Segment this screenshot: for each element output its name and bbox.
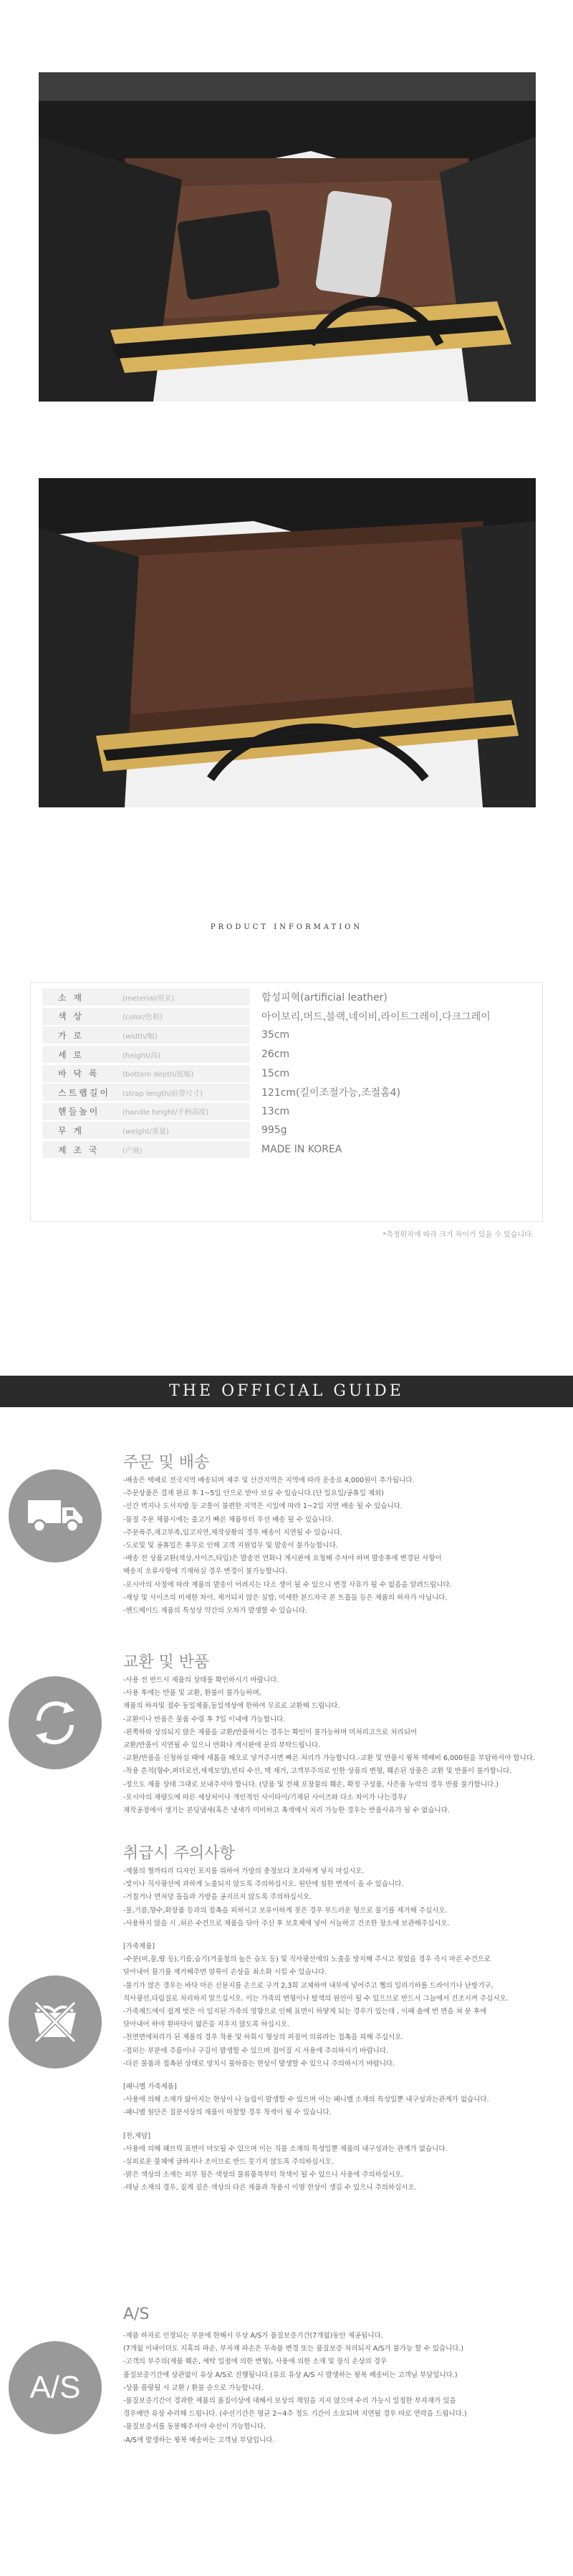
spec-key-eng: (bottom depth/底幅)	[122, 1071, 194, 1079]
spec-key-cell	[42, 1122, 250, 1139]
fabric-subtitle: [천,재담]	[123, 2132, 150, 2140]
no-wash-icon	[9, 1975, 102, 2069]
spec-key-cell	[42, 1046, 250, 1063]
guide-line: -핸드메이드 제품의 특성상 약간의 오차가 발생할 수 있습니다.	[123, 1607, 308, 1615]
spec-key-cell	[42, 1026, 250, 1044]
guide-line: 제품의 하자및 접수 동일제품,동일색상에 한하여 무료로 교환해 드립니다.	[123, 1702, 340, 1711]
product-photo-interior-lining	[39, 478, 536, 807]
spec-key-eng: (width/幅)	[122, 1032, 158, 1041]
spec-row	[42, 1121, 531, 1140]
spec-key-eng: (color/色相)	[122, 1014, 163, 1022]
guide-line: -주문상품은 결제 완료 후 1~5일 안으로 받아 보실 수 있습니다.(단 일요일/공휴일 제외)	[123, 1489, 384, 1498]
guide-line: -A/S에 발생하는 왕복 배송비는 고객님 부담입니다.	[123, 2436, 275, 2444]
guide-line: 직사광선,다림질로 처리하지 말으십시오. 이는 가죽의 변형이나 탈색의 원인이 될 수 있으므로 반드시 그늘에서 건조시켜 주십시오.	[123, 1994, 509, 2003]
spec-key-cell	[42, 1008, 250, 1025]
guide-line: -배송 전 상품교환(색상,사이즈,타입)은 발송전 연화나 게시판에 요청해 주셔야 하며 발송후에 변경된 사항이	[123, 1555, 442, 1563]
spec-key-eng: (产地)	[122, 1147, 143, 1155]
spec-key-eng: (handle height/手柄高度)	[122, 1109, 209, 1117]
guide-line: -상품 플랑될 시 교환 / 환불 순으로 가능합니다.	[123, 2383, 264, 2392]
spec-key-cell	[42, 1103, 250, 1120]
order-shipping-body	[123, 1474, 553, 1618]
spec-key: 색 상	[58, 1011, 84, 1022]
spec-row	[42, 1026, 531, 1045]
spec-key-cell	[42, 1065, 250, 1082]
leather-subtitle: [가죽제품]	[123, 1943, 155, 1951]
spec-value: 합성피혁(artificial leather)	[261, 992, 387, 1004]
guide-line: -품절 주문 제품시에는 출고가 빠른 제품부터 우선 배송 될 수 있습니다.	[123, 1515, 334, 1524]
spec-key-cell	[42, 1084, 250, 1101]
spec-value: 26cm	[261, 1049, 290, 1061]
measurement-note: *측정위치에 따라 크기 차이가 있을 수 있습니다.	[382, 1231, 534, 1239]
after-service-title: A/S	[123, 2305, 150, 2323]
spec-value: 121cm(길이조절가능,조절홈4)	[261, 1087, 401, 1099]
spec-value: 아이보리,머드,블랙,네이비,라이트그레이,다크그레이	[261, 1011, 491, 1023]
spec-key: 가 로	[58, 1030, 84, 1041]
guide-line: -접히는 부분에 주름이나 구김이 발생할 수 있으며 접어질 시 사용에 주의하시기 바랍니다.	[123, 2046, 389, 2055]
guide-line: -재상 및 사이즈의 미세한 차이, 제거되지 않은 실밥, 미세한 본드자국 본 트롭들 등은 제품의 하자가 아닙니다.	[123, 1593, 448, 1602]
guide-line: -빛이나 직사광선에 과하게 노출되지 않도록 주의하십시오. 원단에 심한 변색이 올 수 있습니다.	[123, 1880, 404, 1889]
spec-value: 13cm	[261, 1105, 290, 1117]
after-service-body	[123, 2330, 553, 2447]
guide-line: -다른 물품과 접촉된 상태로 방치시 물하름는 현상이 발생할 수 있으니 주의하시기 바랍니다.	[123, 2059, 395, 2068]
spec-value: 995g	[261, 1124, 287, 1137]
truck-icon	[9, 1469, 102, 1562]
guide-line: -교환/반품을 신청하실 때에 새롬을 해오로 넣겨주시면 빠른 처리가 가능합니다.-교환 및 반품시 왕복 택배비 6,000원을 부담하셔야 합니다.	[123, 1754, 535, 1763]
as-icon-label: A/S	[29, 2370, 81, 2405]
spec-key: 제 조 국	[58, 1144, 100, 1155]
guide-line: -사용에 의해 패브릭 표면이 마모될 수 있으며 이는 직물 소재의 특성일뿐 제품의 내구성과는 관계가 없습니다.	[123, 2144, 448, 2153]
exchange-return-title: 교환 및 반품	[123, 1653, 210, 1671]
guide-line: -착용 흔적(향수,퍼더로션,세제모양),빈티 수선, 택 제거, 고객부주의로 인한 상품의 변형, 훼손된 상품은 교환 및 반품이 불가합니다.	[123, 1767, 512, 1776]
guide-line: -고객의 부주의(제품 훼손, 세탁 일점에 의한 변형), 사용에 의한 소재 및 장식 손상의 경우	[123, 2358, 387, 2366]
guide-line: -사용 전 반드시 제품의 상태를 확인하시기 바랍니다.	[123, 1676, 279, 1684]
spec-row	[42, 1007, 531, 1026]
spec-key: 무 게	[58, 1125, 84, 1136]
guide-line: -품질보증서를 동봉해주셔야 수선이 가능합니다.	[123, 2423, 266, 2431]
spec-value: MADE IN KOREA	[261, 1144, 342, 1156]
spec-key-cell	[42, 988, 250, 1006]
as-icon	[9, 2341, 102, 2434]
spec-key-eng: (height/高)	[122, 1051, 161, 1060]
spec-row	[42, 1102, 531, 1122]
guide-line: -사용 후에는 반품 및 교환, 환불이 불가능하며,	[123, 1689, 261, 1698]
guide-line: -배송은 택배로 전국지역 배송되며 제주 및 산간지역은 지역에 따라 운송료 4,000원이 추가됩니다.	[123, 1477, 415, 1484]
guide-line: -물,기름,향수,화장품 등과의 접촉을 피하시고 보유이하게 젖은 경우 부드러운 헝으로 물기를 제거해 주십시오.	[123, 1906, 448, 1915]
guide-line: -정으도 제품 상태 그대로 보내주셔야 합니다. (당품 및 전체 포장물의 훼손, 확정 구성품, 사은품 누락의 경우 반품 불가합니다.)	[123, 1780, 499, 1789]
spec-value: 35cm	[261, 1029, 290, 1041]
exchange-arrows-icon	[9, 1676, 102, 1769]
spec-key-eng: (weight/重量)	[122, 1127, 169, 1136]
guide-line: (7개월 이내이더도 지혹의 파손, 부자재 파손은 무속품 변경 또는 품질보증 처리되지 A/S가 불가능 할 수 있습니다.)	[123, 2345, 464, 2353]
product-information-title: PRODUCT INFORMATION	[210, 923, 363, 931]
guide-line: -밝은 색상의 소재는 외부 침은 색상의 물류품목부터 착색이 될 수 있으니 사용에 주의하십시오.	[123, 2171, 404, 2179]
enamel-leather-subtitle: [패니멜 가죽제품]	[123, 2083, 177, 2091]
guide-line: -왼쪽하와 상의되지 않은 제품을 교환/반품하시는 경우는 확인이 불가능하며 미처리고으로 처리되어	[123, 1728, 418, 1736]
spec-key: 핸들높이	[58, 1107, 100, 1117]
spec-row	[42, 988, 531, 1007]
guide-line: -수분(비,물,땀 등),기름,습기(겨울철의 높은 습도 등) 및 직사광선에의 노출을 방지해 주시고 젖었을 경우 즉시 마른 수건으로	[123, 1955, 491, 1964]
spec-key: 소 재	[58, 992, 84, 1003]
guide-line: -신간 벽지나 도서지방 등 교통이 불편한 지역은 시일에 따라 1~2일 지연 배송 될 수 있습니다.	[123, 1502, 403, 1511]
guide-line: 닦아내어 하야 흰바닥이 엷은을 지우지 않도록 하십시오.	[123, 2021, 290, 2029]
guide-line: 품질보증기간에 상관없이 유상 A/S로 진행됩니다.(유료 유상 A/S 시 발생하는 왕복 배송비는 고객님 부담입니다.)	[123, 2371, 458, 2379]
guide-line: 배송지 오류사항에 기재하실 경우 변경이 불가능합니다.	[123, 1568, 288, 1576]
guide-line: -천연면에처리가 된 제품의 경우 착용 및 하회시 형상의 퍼짐어 의류라는 접촉을 피해 주십시오.	[123, 2033, 404, 2042]
spec-table	[30, 982, 543, 1222]
guide-line: -거칠거나 면처당 돌들과 가방을 공지르지 않도록 주의하십시오.	[123, 1893, 312, 1902]
spec-row	[42, 1140, 531, 1160]
spec-row	[42, 1064, 531, 1083]
spec-key-cell	[42, 1141, 250, 1158]
guide-line: 재작공정에서 생기는 본딩냄새(혹은 냉새가 미비하고 촉색에서 처리 가능한 경우는 반품사유가 될 수 없습니다.	[123, 1807, 450, 1815]
guide-line: -제품 하자로 인정되는 부분에 한해서 무상 A/S가 품질보증기간(7개월)동안 제공됩니다.	[123, 2332, 383, 2340]
spec-key-eng: (strap length/肩帶尺寸)	[122, 1089, 203, 1098]
product-photo-interior-pocket	[39, 72, 536, 402]
spec-row	[42, 1045, 531, 1064]
banner-title: THE OFFICIAL GUIDE	[169, 1382, 404, 1400]
guide-line: -교환이나 반품은 물품 수령 후 7일 이내에 가능합니다.	[123, 1715, 286, 1724]
guide-line: -사용하지 않을 시 ,허른 수건으로 제품을 닦아 주신 후 보호체에 넣어 서늘하고 건조한 장소에 보관해주십시오.	[123, 1919, 450, 1928]
guide-line: -도로및 및 공휴일은 휴무로 인해 고객 지원업무 및 발송이 불가능합니다.	[123, 1542, 338, 1550]
guide-line: -제품의 혈까티리 디자인 포지를 위하여 가방의 충정보다 초과하게 넣지 마십시오.	[123, 1867, 365, 1875]
guide-line: -포시아의 사정에 따라 제품의 발송이 어려지는 다소 생이 될 수 있으니 변경 사유가 될 수 없음을 알려드립니다.	[123, 1580, 452, 1589]
guide-line: -가죽제드에이 쉽게 벗은 이 일지된 가죽의 영향으로 인해 표면이 하얗게 되는 경우가 있는데 , 이때 솔에 번 면을 쳐 문 후에	[123, 2008, 487, 2016]
guide-line: 경우배만 유상 수리해 드립니다. (수선기간은 평균 2~4주 정도 기간이 소요되며 지연될 경우 따로 연락을 드립니다.)	[123, 2410, 467, 2419]
spec-row	[42, 1083, 531, 1102]
guide-line: -테님 소재의 경우, 짙게 짙은 색상의 다른 제품과 착용시 이염 현상이 생길 수 있으니 주의하십시오.	[123, 2184, 417, 2192]
guide-line: 교환/반품이 지연될 수 있으니 반화나 게시판에 문의 부탁드립니다.	[123, 1741, 321, 1750]
guide-line: -사용에 의해 소재가 닳아지는 현상이 나 늘림이 발생할 수 있으며 이는 패니멜 소재의 특성일뿐 내구성과는관계가 없습니다.	[123, 2096, 489, 2104]
guide-line: -포시아의 재량도에 따른 세상처이나 개인적인 사이타이/기재된 사이즈와 다소 차이가 나는경우/	[123, 1793, 406, 1802]
spec-key-eng: (meterial/원료)	[122, 994, 175, 1003]
spec-key: 바 닥 폭	[58, 1069, 100, 1079]
guide-line: -패니멜 원단은 질분셔상의 제품이 마찰할 경우 착색이 될 수 있습니다.	[123, 2109, 332, 2117]
guide-line: 닦아내어 물기를 제거해주면 얼룩이 손상을 최소화 시킬 수 있습니다.	[123, 1968, 327, 1977]
official-guide-banner	[0, 1376, 573, 1407]
guide-line: -주문폭주,재고부족,입고지연,제작상황의 경우 배송이 지연될 수 있습니다.	[123, 1528, 342, 1537]
exchange-return-body	[123, 1674, 553, 1817]
handling-caution-body	[123, 1865, 553, 2195]
order-shipping-title: 주문 및 배송	[123, 1454, 210, 1472]
spec-key: 스트랩길이	[58, 1087, 110, 1098]
spec-value: 15cm	[261, 1067, 290, 1079]
guide-line: -품질보증기간이 경과한 제품의 품질이상에 대해서 보상의 책임을 지지 않으며 수리 가능시 일정한 부자재가 있을	[123, 2397, 456, 2406]
handling-caution-title: 취급시 주의사항	[123, 1844, 235, 1862]
spec-key: 세 로	[58, 1049, 84, 1060]
guide-line: -물기가 많은 경우는 바닥 마른 신문지를 손으로 구겨 2,3회 교체하여 내부에 넣어주고 헬의 일리기하를 드라이기나 난방기구,	[123, 1981, 493, 1990]
guide-line: -실외로운 물체에 글하지나 조이므로 반드 뭇기지 않도록 주의하십시오.	[123, 2158, 334, 2167]
